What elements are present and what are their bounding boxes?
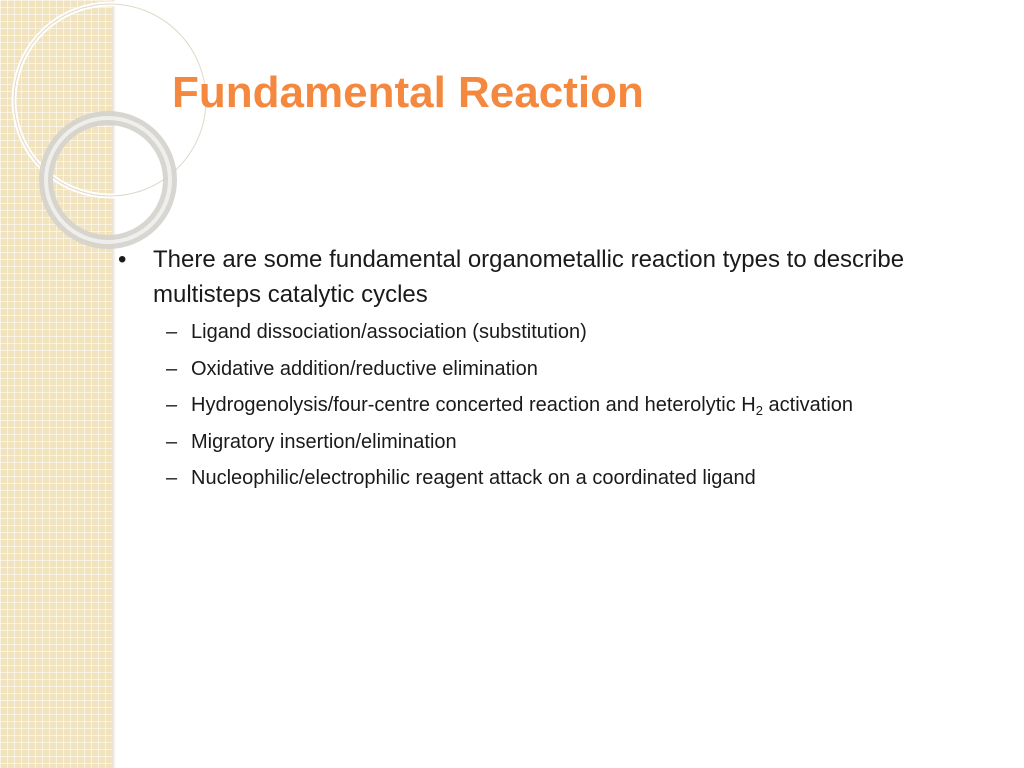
sub-bullet-list: [118, 318, 998, 492]
dash-marker: –: [166, 357, 178, 380]
sub-bullet-item: [118, 464, 998, 492]
main-bullet-text: There are some fundamental organometallic reaction types to describe multisteps catalytic cycles: [153, 246, 905, 308]
sub-bullet-text: Migratory insertion/elimination: [191, 430, 457, 453]
slide-content: [118, 242, 998, 501]
dash-marker: –: [166, 430, 178, 453]
decorative-rings-graphic: [0, 0, 260, 260]
subscript-2: 2: [755, 403, 763, 418]
sub-bullet-item: [118, 355, 998, 383]
dash-marker: –: [166, 394, 178, 416]
sub-bullet-text: Ligand dissociation/association (substitution): [191, 321, 587, 343]
main-bullet: [118, 242, 998, 312]
sub-bullet-item: [118, 391, 998, 419]
sub-bullet-text-before: Hydrogenolysis/four-centre concerted reaction and heterolytic H: [191, 394, 756, 416]
slide-title: Fundamental Reaction: [172, 68, 644, 117]
sub-bullet-text: Nucleophilic/electrophilic reagent attack on a coordinated ligand: [191, 467, 756, 489]
sub-bullet-item: [118, 428, 998, 456]
dash-marker: –: [166, 321, 178, 343]
dash-marker: –: [166, 467, 178, 489]
bullet-marker: •: [118, 246, 127, 273]
sub-bullet-text: Oxidative addition/reductive elimination: [191, 357, 538, 380]
sub-bullet-item: [118, 318, 998, 346]
sub-bullet-text-after: activation: [762, 394, 854, 416]
